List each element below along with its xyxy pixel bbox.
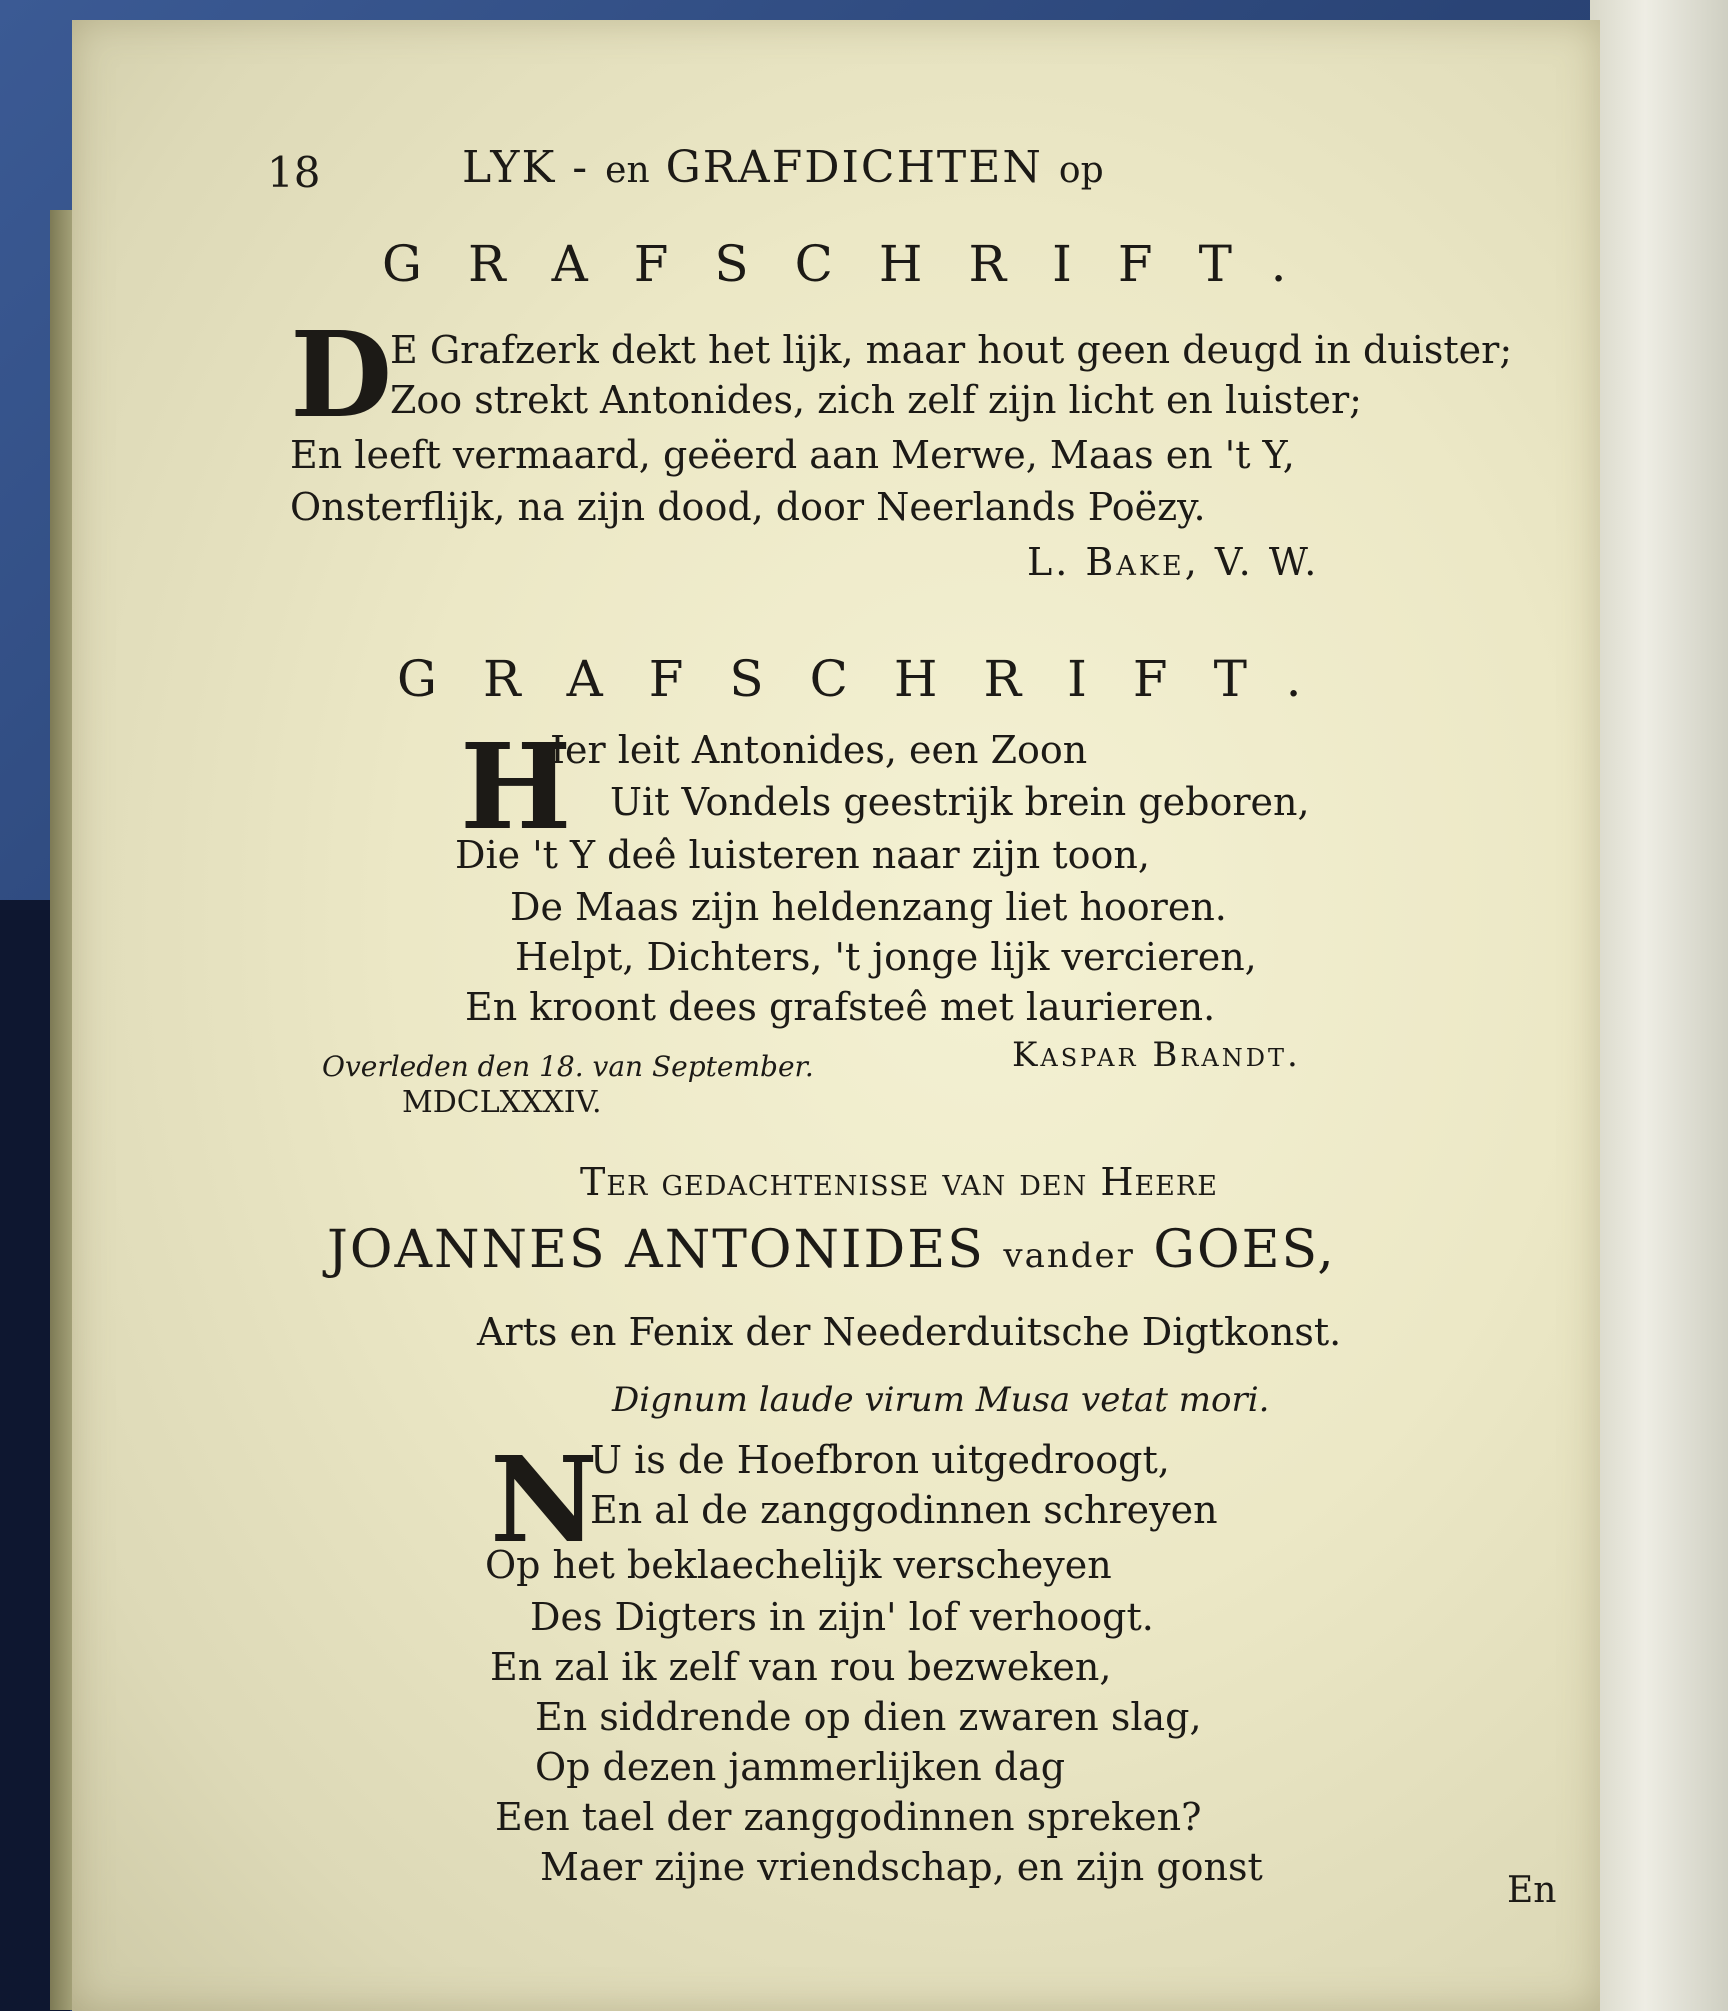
poem1-line-4: Onsterflijk, na zijn dood, door Neerlands Poëzy. bbox=[290, 485, 1206, 529]
catchword: En bbox=[1507, 1870, 1557, 1911]
running-title-en: en bbox=[605, 150, 650, 191]
poem3-line-5: En zal ik zelf van rou bezweken, bbox=[490, 1645, 1112, 1689]
poem1-heading: GRAFSCHRIFT. bbox=[382, 235, 1333, 293]
running-title-grafdichten: GRAFDICHTEN bbox=[649, 142, 1059, 193]
poem1-signature: L. Bake, V. W. bbox=[1027, 540, 1320, 584]
poem3-subtitle: Arts en Fenix der Neederduitsche Digtkonst. bbox=[477, 1310, 1342, 1354]
poem2-dropcap: H bbox=[460, 717, 572, 856]
poem3-line-2: En al de zanggodinnen schreyen bbox=[590, 1488, 1218, 1532]
book-page bbox=[72, 20, 1600, 2011]
poem1-line-1: E Grafzerk dekt het lijk, maar hout geen deugd in duister; bbox=[390, 328, 1513, 372]
poem1-line-2: Zoo strekt Antonides, zich zelf zijn licht en luister; bbox=[390, 378, 1362, 422]
poem2-line-3: Die 't Y deê luisteren naar zijn toon, bbox=[455, 833, 1150, 877]
poem3-line-6: En siddrende op dien zwaren slag, bbox=[535, 1695, 1202, 1739]
running-title-lyk: LYK - bbox=[462, 142, 606, 193]
poem2-line-6: En kroont dees grafsteê met laurieren. bbox=[465, 985, 1216, 1029]
poem3-line-4: Des Digters in zijn' lof verhoogt. bbox=[530, 1595, 1154, 1639]
poem1-line-3: En leeft vermaard, geëerd aan Merwe, Maas en 't Y, bbox=[290, 433, 1295, 477]
poem2-death-note: Overleden den 18. van September. bbox=[322, 1050, 814, 1083]
poem2-line-5: Helpt, Dichters, 't jonge lijk vercieren, bbox=[515, 935, 1257, 979]
poem3-name-part3: GOES, bbox=[1153, 1220, 1336, 1280]
poem3-line-1: U is de Hoefbron uitgedroogt, bbox=[590, 1438, 1170, 1482]
poem3-line-7: Op dezen jammerlijken dag bbox=[535, 1745, 1066, 1789]
poem3-dropcap: N bbox=[490, 1430, 598, 1569]
poem3-name-part1: JOANNES ANTONIDES bbox=[327, 1220, 985, 1280]
poem3-name-part2: vander bbox=[1003, 1236, 1135, 1276]
poem3-line-9: Maer zijne vriendschap, en zijn gonst bbox=[540, 1845, 1263, 1889]
poem2-line-1: Ier leit Antonides, een Zoon bbox=[550, 728, 1088, 772]
running-title-op: op bbox=[1058, 150, 1104, 191]
poem2-year: MDCLXXXIV. bbox=[402, 1085, 602, 1120]
poem3-line-3: Op het beklaechelijk verscheyen bbox=[485, 1543, 1112, 1587]
poem3-intro: Ter gedachtenisse van den Heere bbox=[580, 1160, 1218, 1204]
poem2-signature: Kaspar Brandt. bbox=[1012, 1035, 1301, 1075]
facing-page bbox=[1590, 0, 1728, 2011]
poem2-line-2: Uit Vondels geestrijk brein geboren, bbox=[610, 780, 1310, 824]
poem2-line-4: De Maas zijn heldenzang liet hooren. bbox=[510, 885, 1227, 929]
poem3-line-8: Een tael der zanggodinnen spreken? bbox=[495, 1795, 1202, 1839]
poem1-dropcap: D bbox=[290, 305, 393, 444]
poem3-name bbox=[327, 1220, 1336, 1280]
poem3-motto: Dignum laude virum Musa vetat mori. bbox=[612, 1380, 1270, 1420]
running-header bbox=[72, 140, 1600, 210]
poem2-heading: GRAFSCHRIFT. bbox=[397, 650, 1348, 708]
page-number: 18 bbox=[267, 148, 321, 197]
running-title bbox=[462, 142, 1104, 193]
